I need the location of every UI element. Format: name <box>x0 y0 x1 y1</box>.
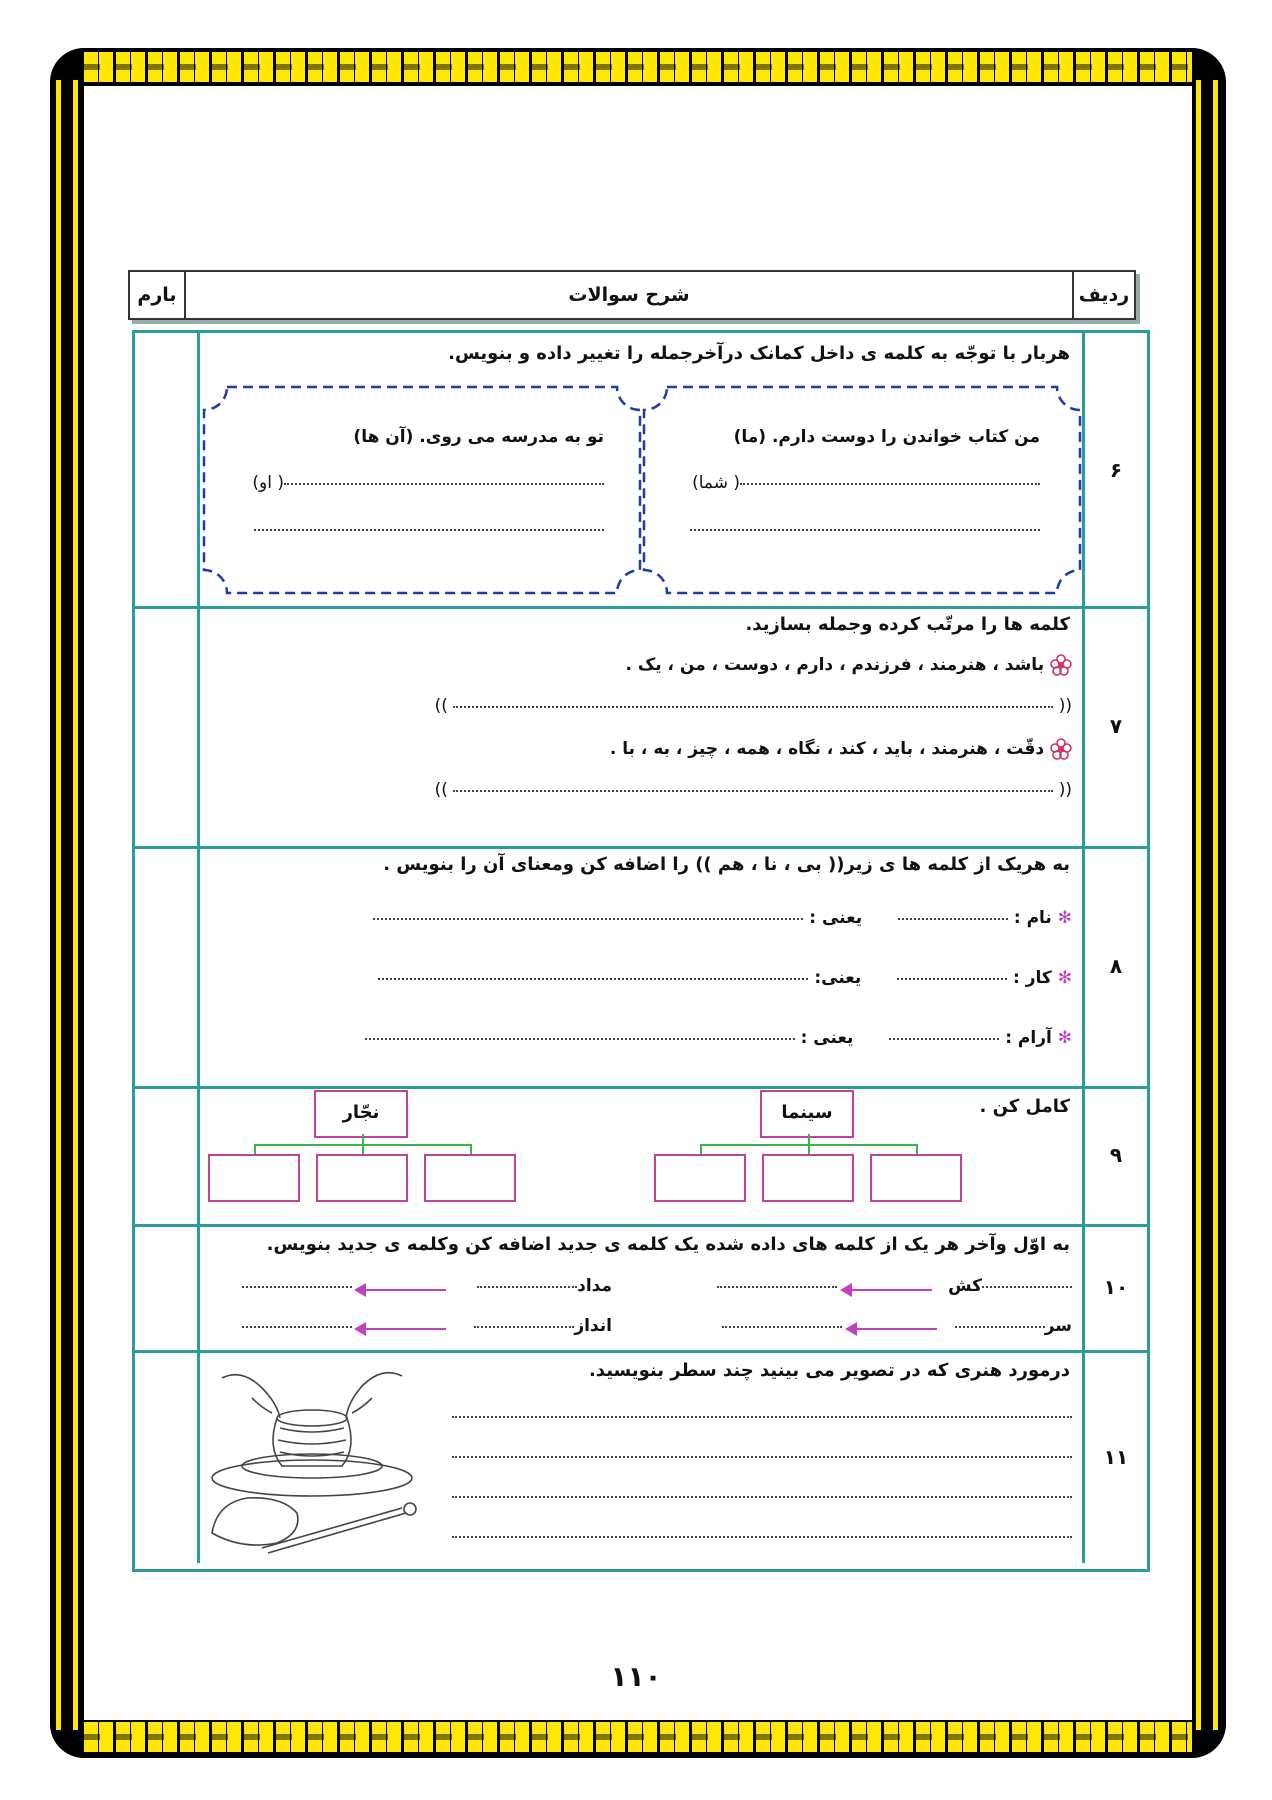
word-item-2: ✻ کار : یعنی: <box>378 968 1072 988</box>
score-cell <box>135 846 200 1086</box>
score-cell <box>135 1224 200 1350</box>
answer-blank[interactable] <box>982 1285 1072 1288</box>
writing-line <box>452 1406 1072 1426</box>
question-number: ۹ <box>1082 1086 1147 1224</box>
butterfly-icon: ✻ <box>1057 908 1072 928</box>
writing-line <box>452 1486 1072 1506</box>
header-score: بارم <box>137 284 177 306</box>
answer-blank[interactable] <box>453 705 1053 708</box>
result-blank <box>717 1276 837 1296</box>
pottery-wheel-image <box>202 1358 422 1558</box>
question-number: ۱۰ <box>1082 1224 1147 1350</box>
word-item-3: ✻ آرام : یعنی : <box>365 1028 1072 1048</box>
result-blank <box>242 1276 352 1296</box>
arrow-left-icon <box>362 1289 446 1291</box>
border-pattern-bottom <box>84 1722 1192 1752</box>
answer-blank[interactable] <box>690 528 1040 531</box>
scrambled-words: دقّت ، هنرمند ، باید ، کند ، نگاه ، همه ، چیز ، به ، با . <box>609 739 1045 759</box>
word-item-4: انداز <box>474 1316 612 1336</box>
hint-left: ( او) <box>252 473 284 493</box>
question-number: ۸ <box>1082 846 1147 1086</box>
border-pattern-right <box>1194 80 1220 1730</box>
question-number: ۱۱ <box>1082 1350 1147 1563</box>
question-prompt: کلمه ها را مرتّب کرده وجمله بسازید. <box>745 614 1070 635</box>
word-list-1 <box>625 654 1072 676</box>
question-row-7 <box>135 606 1147 849</box>
arrow-left-icon <box>362 1328 446 1330</box>
scrambled-words: باشد ، هنرمند ، فرزندم ، دارم ، دوست ، من ، یک . <box>625 655 1045 675</box>
answer-line-right-2 <box>690 519 1040 539</box>
answer-box[interactable] <box>424 1154 516 1202</box>
butterfly-icon: ✻ <box>1057 1028 1072 1048</box>
question-prompt: کامل کن . <box>979 1096 1070 1117</box>
page-number: ۱۱۰ <box>610 1660 662 1693</box>
word-list-2 <box>610 738 1072 760</box>
answer-blank[interactable] <box>898 917 1008 920</box>
word-tree-root-right: سینما <box>760 1090 854 1138</box>
border-pattern-top <box>84 52 1192 82</box>
answer-blank[interactable] <box>284 482 604 485</box>
answer-blank[interactable] <box>453 789 1053 792</box>
answer-box[interactable] <box>762 1154 854 1202</box>
word-tree-root-left: نجّار <box>314 1090 408 1138</box>
question-row-8 <box>135 846 1147 1089</box>
border-pattern-left <box>54 80 80 1730</box>
answer-box[interactable] <box>316 1154 408 1202</box>
score-cell <box>135 1350 200 1563</box>
question-row-6 <box>135 333 1147 609</box>
answer-box[interactable] <box>208 1154 300 1202</box>
question-row-11 <box>135 1350 1147 1563</box>
score-cell <box>135 1086 200 1224</box>
score-cell <box>135 606 200 846</box>
answer-blank[interactable] <box>365 1037 795 1040</box>
answer-blank[interactable] <box>740 482 1040 485</box>
butterfly-icon: ✻ <box>1057 968 1072 988</box>
questions-table <box>132 330 1150 1572</box>
answer-blank[interactable] <box>897 977 1007 980</box>
question-number: ۶ <box>1082 333 1147 606</box>
answer-blank[interactable] <box>373 917 803 920</box>
word-item-2: مداد <box>477 1276 612 1296</box>
header-questions: شرح سوالات <box>184 272 1072 318</box>
writing-line <box>452 1446 1072 1466</box>
answer-box[interactable] <box>870 1154 962 1202</box>
hint-right: ( شما) <box>692 473 740 493</box>
answer-line-left-1 <box>252 473 604 493</box>
arrow-left-icon <box>853 1328 937 1330</box>
result-blank <box>242 1316 352 1336</box>
question-prompt: درمورد هنری که در تصویر می بینید چند سطر بنویسید. <box>588 1360 1070 1381</box>
question-row-10 <box>135 1224 1147 1353</box>
answer-line-2: (( )) <box>434 780 1072 800</box>
question-prompt: هربار با توجّه به کلمه ی داخل کمانک درآخرجمله را تغییر داده و بنویس. <box>448 343 1070 364</box>
header-row-number: ردیف <box>1072 272 1134 318</box>
question-number: ۷ <box>1082 606 1147 846</box>
answer-line-1: (( )) <box>434 696 1072 716</box>
result-blank <box>722 1316 842 1336</box>
answer-blank[interactable] <box>955 1325 1045 1328</box>
writing-line <box>452 1526 1072 1546</box>
word-item-1: ✻ نام : یعنی : <box>373 908 1072 928</box>
answer-blank[interactable] <box>254 528 604 531</box>
sentence-left: تو به مدرسه می روی. (آن ها) <box>353 427 604 447</box>
word-item-3: سر <box>955 1316 1072 1336</box>
answer-blank[interactable] <box>889 1037 999 1040</box>
question-prompt: به هریک از کلمه ها ی زیر(( بی ، نا ، هم )) را اضافه کن ومعنای آن را بنویس . <box>383 854 1070 875</box>
flower-icon <box>1050 654 1072 676</box>
arrow-left-icon <box>848 1289 932 1291</box>
answer-blank[interactable] <box>474 1325 574 1328</box>
table-header <box>128 270 1136 320</box>
flower-icon <box>1050 738 1072 760</box>
sentence-right: من کتاب خواندن را دوست دارم. (ما) <box>733 427 1040 447</box>
answer-line-left-2 <box>254 519 604 539</box>
answer-blank[interactable] <box>477 1285 577 1288</box>
word-item-1: کش <box>948 1276 1072 1296</box>
answer-line-right-1 <box>692 473 1040 493</box>
answer-blank[interactable] <box>378 977 808 980</box>
score-cell <box>135 333 200 606</box>
answer-box[interactable] <box>654 1154 746 1202</box>
question-prompt: به اوّل وآخر هر یک از کلمه های داده شده یک کلمه ی جدید اضافه کن وکلمه ی جدید بنویس. <box>266 1234 1070 1255</box>
question-row-9 <box>135 1086 1147 1227</box>
